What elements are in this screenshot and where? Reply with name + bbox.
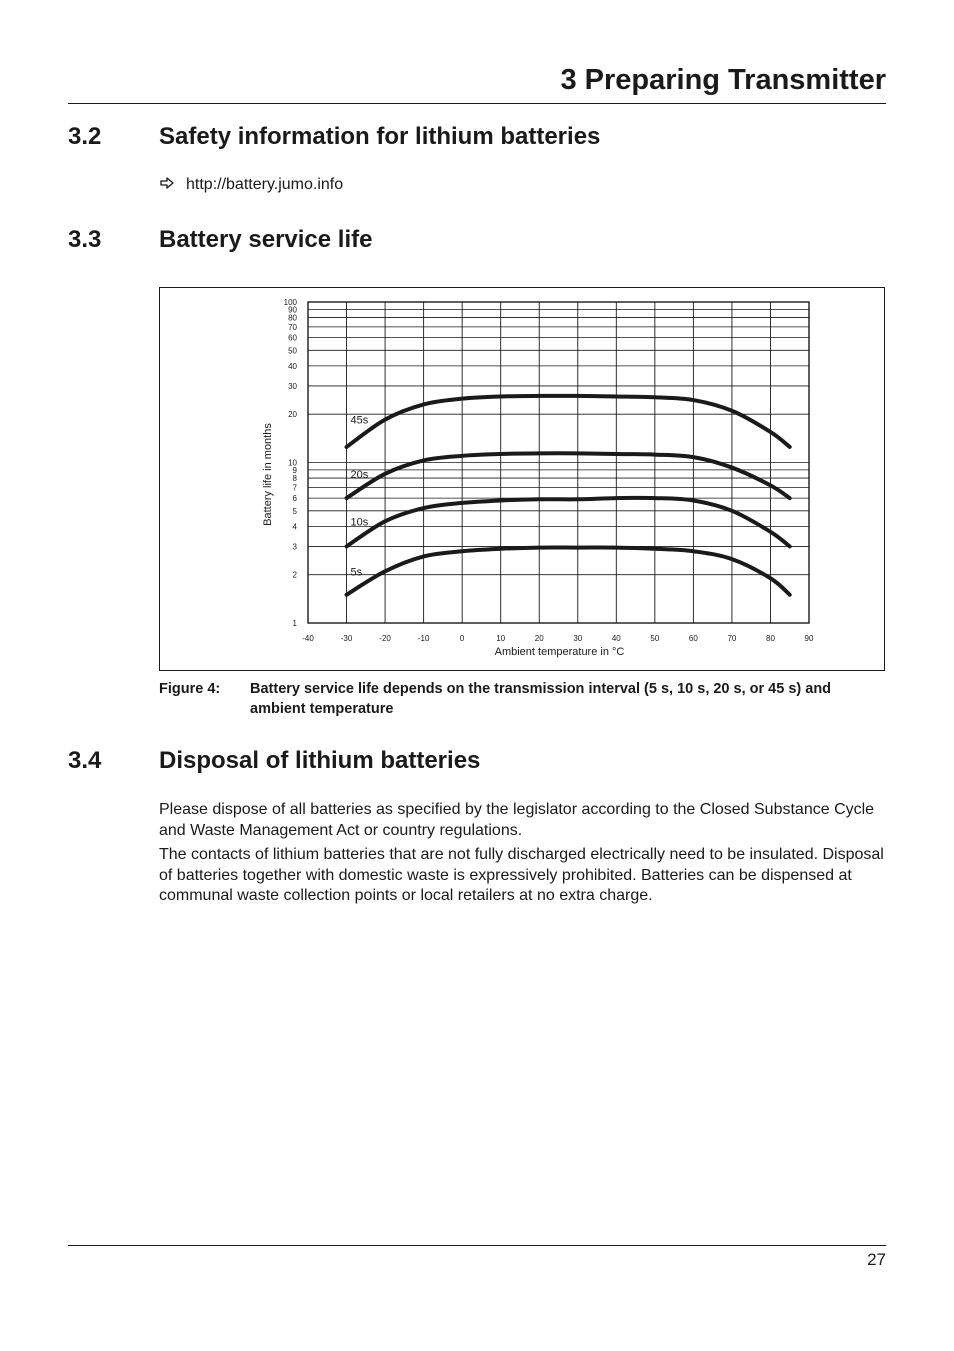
labels	[262, 415, 624, 658]
y-tick-label: 3	[292, 542, 297, 552]
x-tick-label: 0	[459, 634, 465, 643]
section-title: Disposal of lithium batteries	[159, 747, 481, 774]
y-tick-label: 90	[288, 305, 297, 315]
series-label-45s: 45s	[350, 414, 369, 427]
section-3-4-heading	[68, 747, 480, 775]
series-label-5s: 5s	[350, 566, 363, 579]
x-axis-label: Ambient temperature in °C	[494, 646, 625, 658]
series-line-10s	[347, 498, 790, 547]
figure-caption	[159, 679, 886, 719]
x-tick-label: 50	[650, 634, 660, 643]
section-number: 3.2	[68, 123, 102, 150]
battery-life-chart	[160, 288, 886, 672]
x-tick-label: -20	[379, 634, 391, 643]
arrow-right-outline-icon	[160, 176, 186, 194]
x-tick-label: 40	[611, 634, 621, 643]
y-tick-label: 50	[288, 346, 297, 356]
y-tick-label: 1	[292, 619, 297, 628]
x-tick-label: -30	[340, 634, 353, 643]
y-tick-label: 5	[292, 506, 297, 516]
y-tick-label: 7	[292, 483, 297, 493]
series-label-20s: 20s	[350, 468, 369, 481]
section-3-2-heading	[68, 123, 600, 151]
x-tick-label: 20	[534, 634, 544, 643]
y-tick-label: 8	[292, 474, 297, 484]
x-tick-label: 60	[688, 634, 698, 643]
y-tick-label: 10	[288, 458, 297, 468]
y-tick-label: 4	[292, 522, 297, 532]
y-axis-label: Battery life in months	[262, 423, 274, 526]
disposal-paragraph-1: Please dispose of all batteries as specified by the legislator according to the Closed Substance Cycle and Waste Management Act or country regulations.	[159, 801, 875, 839]
x-tick-label: 70	[727, 634, 737, 643]
series-line-45s	[347, 396, 790, 447]
section-number: 3.3	[68, 226, 102, 253]
x-tick-label: 30	[573, 634, 583, 643]
y-tick-label: 60	[288, 333, 297, 343]
y-tick-label: 30	[288, 381, 297, 391]
section-3-3-heading	[68, 226, 372, 254]
x-tick-label: 10	[496, 634, 506, 643]
battery-info-url[interactable]: http://battery.jumo.info	[186, 176, 344, 193]
battery-info-link-line	[160, 176, 343, 194]
x-tick-label: 80	[766, 634, 775, 643]
section-title: Safety information for lithium batteries	[159, 123, 601, 150]
series-line-5s	[347, 548, 790, 595]
figure-number: Figure 4:	[159, 681, 221, 697]
y-tick-label: 9	[292, 465, 297, 475]
x-tick-label: 90	[804, 634, 814, 643]
y-tick-label: 40	[288, 361, 297, 371]
y-tick-label: 70	[288, 322, 297, 332]
disposal-paragraph-2: The contacts of lithium batteries that are not fully discharged electrically need to be insulated. Disposal of batteries together with domestic waste is expressively prohibited. Batteries can be dispensed at communal waste collection points or local retailers at no extra charge.	[159, 846, 884, 904]
x-tick-label: -10	[417, 634, 430, 643]
y-tick-label: 2	[292, 570, 297, 580]
figure-caption-text: Battery service life depends on the transmission interval (5 s, 10 s, 20 s, or 45 s) and ambient temperature	[250, 681, 832, 717]
y-tick-label: 100	[283, 298, 297, 307]
series	[347, 396, 790, 595]
series-line-20s	[347, 453, 790, 498]
battery-life-figure	[159, 287, 885, 671]
x-tick-label: -40	[302, 634, 314, 643]
section-title: Battery service life	[159, 226, 373, 253]
section-number: 3.4	[68, 747, 102, 774]
chapter-title: 3 Preparing Transmitter	[560, 64, 886, 96]
series-label-10s: 10s	[350, 516, 369, 529]
y-tick-label: 20	[288, 410, 297, 420]
page-number: 27	[867, 1250, 886, 1269]
footer-rule	[68, 1245, 886, 1246]
y-tick-label: 80	[288, 313, 297, 323]
grid	[308, 302, 809, 623]
header-rule	[68, 103, 886, 104]
y-tick-label: 6	[292, 494, 297, 504]
